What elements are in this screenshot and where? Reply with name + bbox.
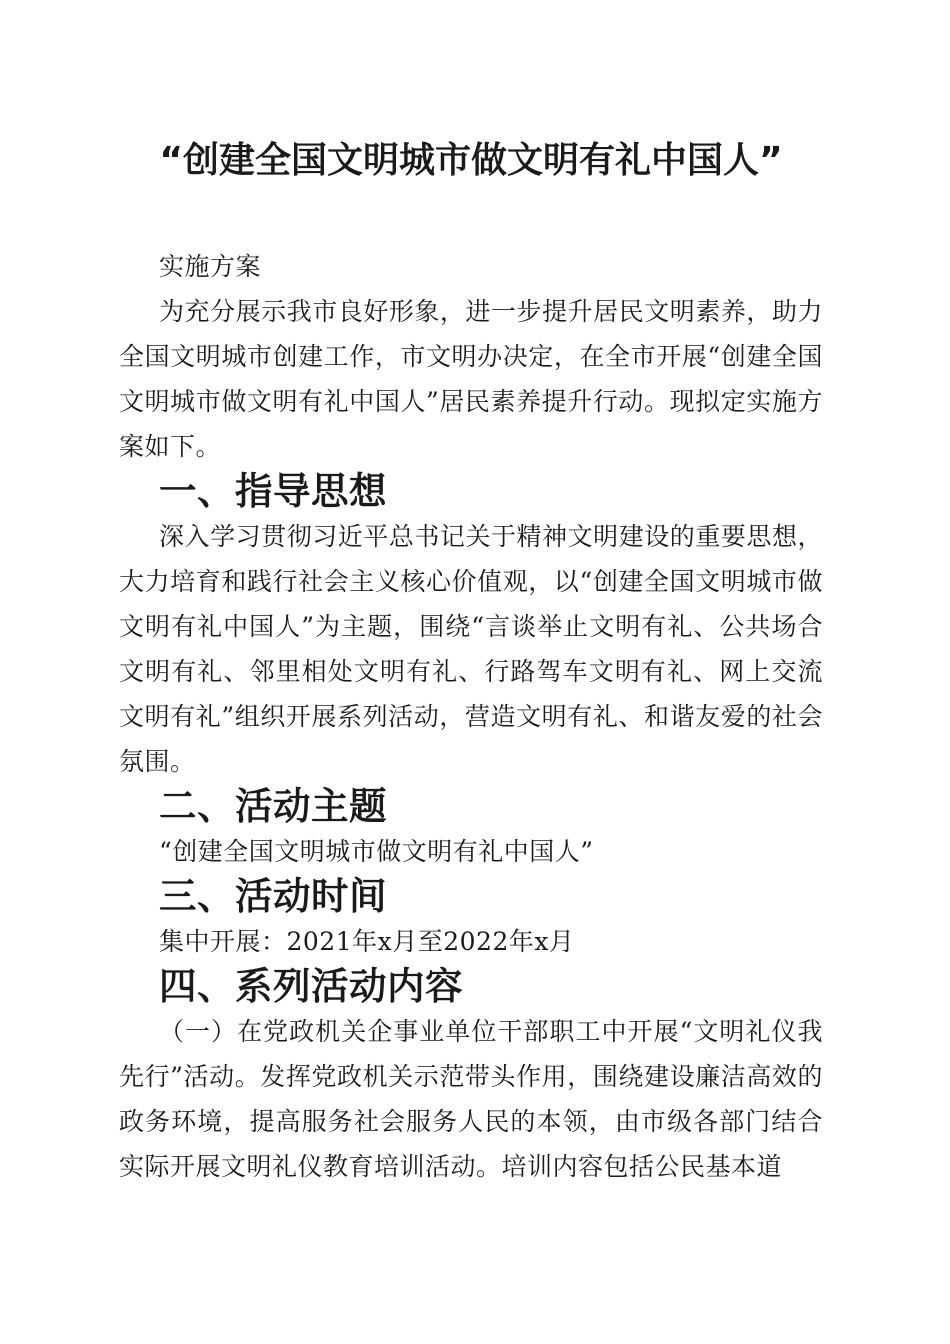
section-heading-time: 三、活动时间 <box>159 874 387 918</box>
section-heading-activities: 四、系列活动内容 <box>159 964 463 1008</box>
document-body <box>119 244 823 1189</box>
section-paragraph-guiding-thought: 深入学习贯彻习近平总书记关于精神文明建设的重要思想，大力培育和践行社会主义核心价值观，以“创建全国文明城市做文明有礼中国人”为主题，围绕“言谈举止文明有礼、公共场合文明有礼、邻里相处文明有礼、行路驾车文明有礼、网上交流文明有礼”组织开展系列活动，营造文明有礼、和谐友爱的社会氛围。 <box>119 522 823 776</box>
section-paragraph-activities: （一）在党政机关企事业单位干部职工中开展“文明礼仪我先行”活动。发挥党政机关示范带头作用，围绕建设廉洁高效的政务环境，提高服务社会服务人民的本领，由市级各部门结合实际开展文明礼仪教育培训活动。培训内容包括公民基本道 <box>119 1017 823 1181</box>
section-paragraph-theme: “创建全国文明城市做文明有礼中国人” <box>159 837 594 866</box>
document-title: “创建全国文明城市做文明有礼中国人” <box>159 140 783 181</box>
section-paragraph-time: 集中开展：2021年x月至2022年x月 <box>159 927 575 956</box>
section-heading-theme: 二、活动主题 <box>159 784 387 828</box>
section-heading-guiding-thought: 一、指导思想 <box>159 469 387 513</box>
subtitle: 实施方案 <box>159 252 262 281</box>
intro-paragraph: 为充分展示我市良好形象，进一步提升居民文明素养，助力全国文明城市创建工作，市文明办决定，在全市开展“创建全国文明城市做文明有礼中国人”居民素养提升行动。现拟定实施方案如下。 <box>119 297 823 461</box>
document-page <box>119 0 823 1189</box>
